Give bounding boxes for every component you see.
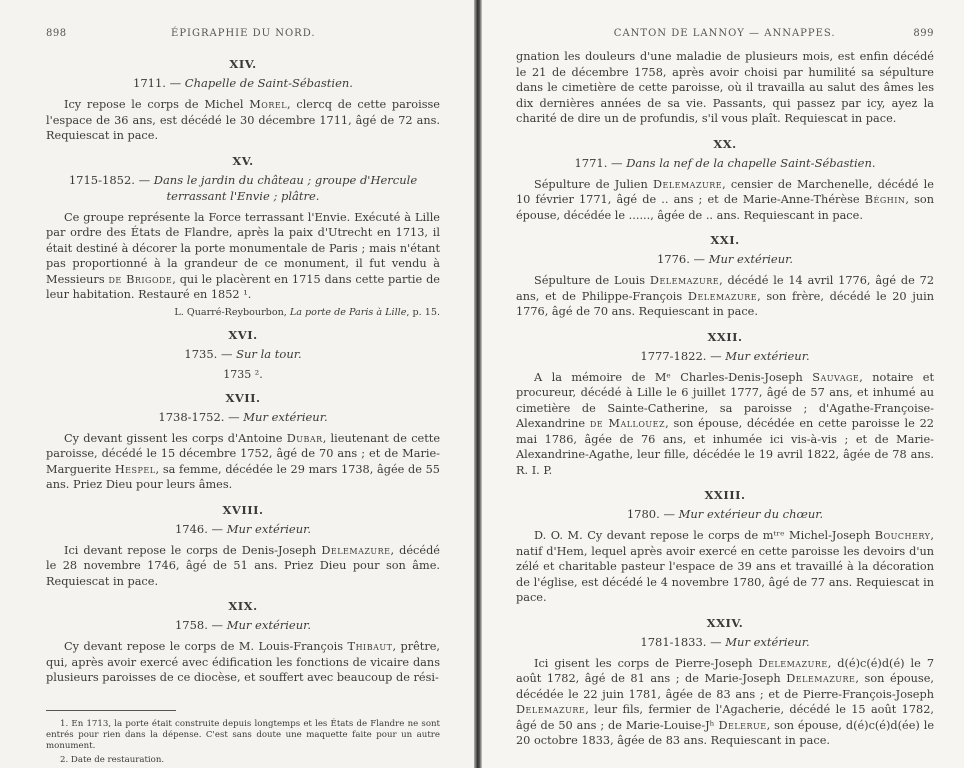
section-heading: 1711. — Chapelle de Saint-Sébastien. — [133, 76, 353, 90]
right-page — [476, 0, 964, 768]
section-year: 1715-1852. — [68, 172, 135, 187]
section-heading: 1738-1752. — Mur extérieur. — [158, 409, 328, 424]
section-number: XXIV. — [706, 615, 744, 630]
section-location: Mur extérieur. — [725, 348, 810, 363]
left-page — [0, 0, 476, 768]
section-heading: 1715-1852. — Dans le jardin du château ; groupe d'Hercule terrassant l'Envie ; plâtre. — [68, 172, 418, 203]
section-year: 1781-1833. — [640, 634, 707, 649]
inscription-date: 1735 ². — [223, 367, 263, 381]
section-year: 1735. — [184, 346, 218, 361]
section-location: Mur extérieur. — [725, 634, 810, 649]
inscription-text: D. O. M. Cy devant repose le corps de mᵗʳᵉ Michel-Joseph Bouchery, natif d'Hem, lequel après avoir exercé en cette paroisse les devoirs d'un zélé et charitable pasteur l'espace de 39 ans et travaillé à la décoration de l'église, est décédé le 4 novembre 1780, âgé de 77 ans. Requiescat in pace. — [516, 529, 934, 604]
section-heading: 1746. — Mur extérieur. — [174, 521, 312, 536]
section-number: XXIII. — [704, 488, 746, 502]
inscription-text: Cy devant gissent les corps d'Antoine Dubar, lieutenant de cette paroisse, décédé le 15 décembre 1752, âgé de 70 ans ; et de Marie-Marguerite Hespel, sa femme, décédée le 29 mars 1738, âgée de 55 ans. Priez Dieu pour leurs âmes. — [46, 431, 441, 491]
inscription-text: Sépulture de Julien Delemazure, censier de Marchenelle, décédé le 10 février 1771, âgé de .. ans ; et de Marie-Anne-Thérèse Béghin, son épouse, décédée le ......, âgée de .. ans. Requiescant in pace. — [516, 177, 935, 222]
section-heading: 1758. — Mur extérieur. — [174, 618, 312, 632]
section-year: 1780. — [626, 507, 660, 521]
section-year: 1776. — [656, 252, 690, 266]
section-number: XIV. — [229, 57, 257, 71]
book-gutter — [474, 0, 482, 768]
inscription-text: Cy devant repose le corps de M. Louis-François Thibaut, prêtre, qui, après avoir exercé avec édification les fonctions de vicaire dans plusieurs paroisses de ce diocèse, et souffert avec beaucoup de rési- — [46, 640, 441, 684]
section-year: 1711. — [133, 76, 166, 90]
bibliographic-reference: L. Quarré-Reybourbon, La porte de Paris à Lille, p. 15. — [174, 306, 440, 318]
section-heading: 1735. — Sur la tour. — [184, 346, 302, 361]
section-number: XV. — [232, 153, 254, 168]
inscription-text: Ici gisent les corps de Pierre-Joseph Delemazure, d(é)c(é)d(é) le 7 août 1782, âgé de 81 ans ; de Marie-Joseph Delemazure, son épouse, décédée le 22 juin 1781, âgée de 83 ans ; et de Pierre-François-Joseph Delemazure, leur fils, fermier de l'Agacherie, décédé le 15 août 1782, âgé de 50 ans ; de Marie-Louise-Jʰ Delerue, son épouse, d(é)c(é)d(ée) le 20 octobre 1833, âgée de 83 ans. Requiescant in pace. — [516, 656, 935, 747]
section-heading: 1780. — Mur extérieur du chœur. — [626, 507, 824, 521]
section-year: 1758. — [174, 618, 208, 632]
section-number: XIX. — [228, 599, 258, 613]
inscription-text: Icy repose le corps de Michel Morel, clercq de cette paroisse l'espace de 36 ans, est décédé le 30 décembre 1711, âgé de 72 ans. Requiescat in pace. — [46, 98, 440, 142]
left-running-head — [46, 28, 440, 39]
running-title: ÉPIGRAPHIE DU NORD. — [171, 28, 316, 39]
section-number: XX. — [713, 136, 737, 151]
section-year: 1738-1752. — [158, 409, 225, 424]
section-location: Mur extérieur. — [226, 618, 312, 632]
inscription-text: Ce groupe représente la Force terrassant l'Envie. Exécuté à Lille par ordre des États de Flandre, après la paix d'Utrecht en 1713, il était destiné à décorer la porte monumentale de Paris ; mais n'étant pas proportionné à la grandeur de ce monument, il fut vendu à Messieurs de Brigode, qui le placèrent en 1715 dans cette partie de leur habitation. Restauré en 1852 ¹. — [46, 210, 440, 301]
section-location: Mur extérieur. — [243, 409, 328, 424]
section-number: XVII. — [225, 390, 261, 405]
section-location: Dans la nef de la chapelle Saint-Sébastien. — [626, 155, 876, 170]
section-number: XXI. — [710, 233, 740, 247]
page-number: 899 — [913, 28, 934, 39]
footnote: 2. Date de restauration. — [60, 754, 165, 765]
section-number: XXII. — [707, 329, 743, 344]
section-location: Sur la tour. — [236, 346, 302, 361]
continuation-text: gnation les douleurs d'une maladie de plusieurs mois, est enfin décédé le 21 de décembre 1758, après avoir choisi par humilité sa sépulture dans le cimetière de cette paroisse, où il travailla au salut des âmes les dix dernières années de sa vie. Passants, qui passez par icy, ayez la charité de dire un de profundis, s'il vous plaît. Requiescat in pace. — [516, 50, 934, 125]
section-location: Mur extérieur. — [708, 252, 794, 266]
page-number: 898 — [46, 28, 67, 39]
section-year: 1777-1822. — [640, 348, 707, 363]
inscription-text: Ici devant repose le corps de Denis-Joseph Delemazure, décédé le 28 novembre 1746, âgé de 51 ans. Priez Dieu pour son âme. Requiescat in pace. — [46, 543, 440, 588]
footnote: 1. En 1713, la porte était construite depuis longtemps et les États de Flandre ne sont entrés pour rien dans la dépense. C'est sans doute une maquette faite pour un autre monument. — [46, 718, 440, 751]
inscription-text: A la mémoire de Mᵉ Charles-Denis-Joseph Sauvage, notaire et procureur, décédé à Lille le 6 juillet 1777, âgé de 57 ans, et inhumé au cimetière de Sainte-Catherine, sa paroisse ; d'Agathe-Françoise-Alexandrine de Mallouez, son épouse, décédée en cette paroisse le 22 mai 1786, âgée de 76 ans, et inhumée ici vis-à-vis ; et de Marie-Alexandrine-Agathe, leur fille, décédée le 19 avril 1822, âgée de 78 ans. R. I. P. — [516, 370, 934, 477]
section-year: 1771. — [574, 155, 608, 170]
section-number: XVIII. — [222, 502, 264, 517]
section-location: Mur extérieur du chœur. — [678, 507, 824, 521]
section-number: XVI. — [228, 327, 258, 342]
section-heading: 1781-1833. — Mur extérieur. — [640, 634, 810, 649]
running-title: CANTON DE LANNOY — ANNAPPES. — [613, 28, 836, 39]
section-heading: 1777-1822. — Mur extérieur. — [640, 348, 810, 363]
section-heading: 1776. — Mur extérieur. — [656, 252, 794, 266]
inscription-text: Sépulture de Louis Delemazure, décédé le 14 avril 1776, âgé de 72 ans, et de Philippe-François Delemazure, son frère, décédé le 20 juin 1776, âgé de 70 ans. Requiescant in pace. — [516, 274, 935, 318]
section-year: 1746. — [174, 521, 208, 536]
section-location: Dans le jardin du château ; groupe d'Hercule terrassant l'Envie ; plâtre. — [153, 172, 418, 203]
footnote-rule — [46, 710, 176, 711]
right-running-head — [516, 28, 934, 39]
section-heading: 1771. — Dans la nef de la chapelle Saint-Sébastien. — [574, 155, 876, 170]
section-location: Mur extérieur. — [226, 521, 312, 536]
section-location: Chapelle de Saint-Sébastien. — [184, 76, 353, 90]
